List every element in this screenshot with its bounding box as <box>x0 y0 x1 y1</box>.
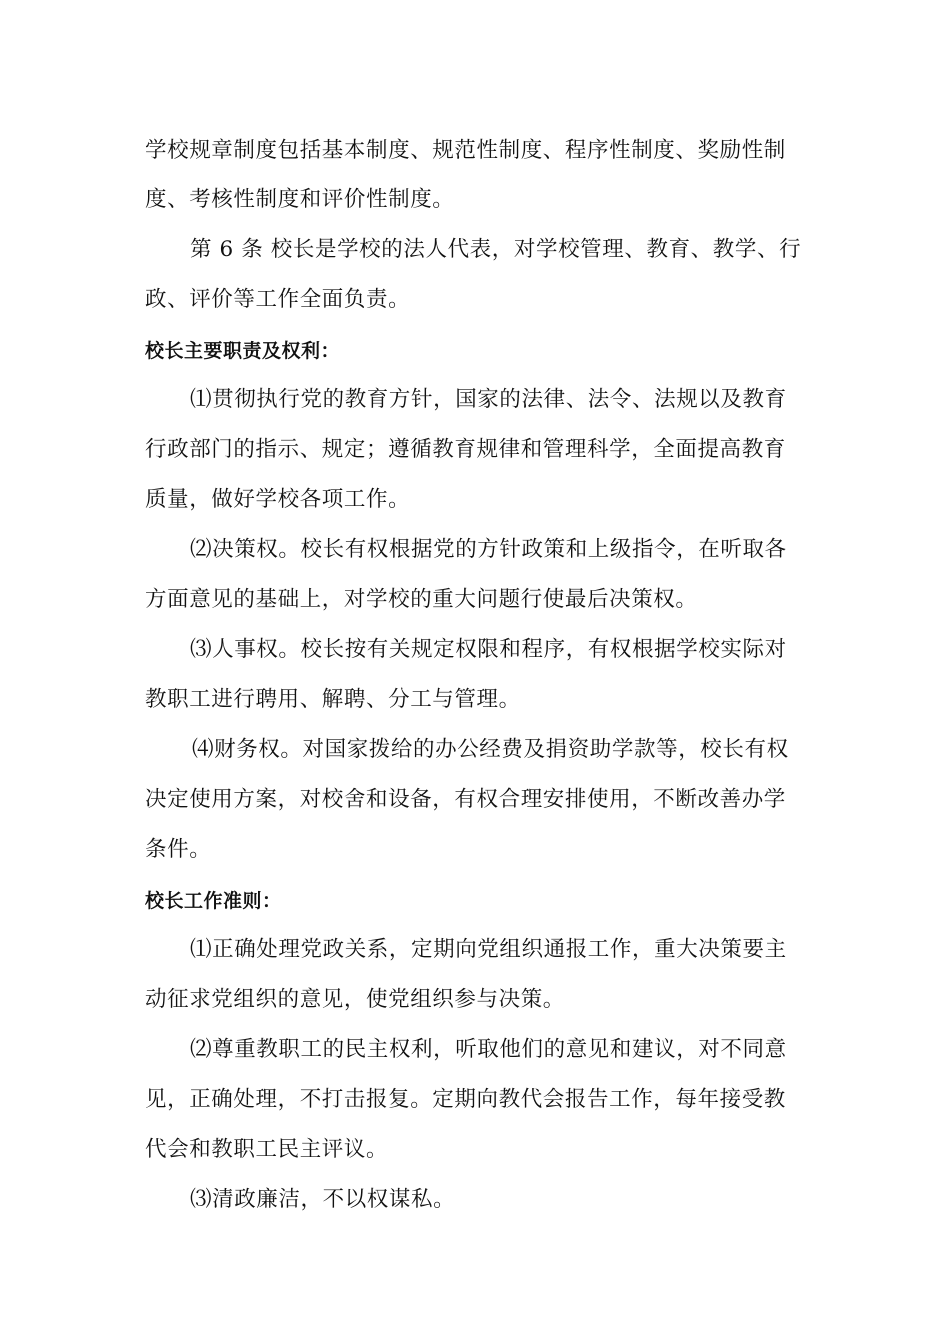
paragraph-line: 质量，做好学校各项工作。 <box>145 487 411 512</box>
paragraph-line: 教职工进行聘用、解聘、分工与管理。 <box>145 687 521 712</box>
section-heading-duties: 校长主要职责及权利： <box>145 340 341 362</box>
paragraph-line: 见，正确处理，不打击报复。定期向教代会报告工作，每年接受教 <box>145 1087 786 1112</box>
list-item-line: ⑴正确处理党政关系，定期向党组织通报工作，重大决策要主 <box>190 937 787 962</box>
article-6-line: 第 6 条 校长是学校的法人代表，对学校管理、教育、教学、行 <box>190 237 802 262</box>
paragraph-line: 政、评价等工作全面负责。 <box>145 287 411 312</box>
list-item-line: ⑶清政廉洁，不以权谋私。 <box>190 1187 456 1212</box>
paragraph-line: 度、考核性制度和评价性制度。 <box>145 187 455 212</box>
list-item-line: ⑵决策权。校长有权根据党的方针政策和上级指令，在听取各 <box>190 537 787 562</box>
list-item-line: ⑴贯彻执行党的教育方针，国家的法律、法令、法规以及教育 <box>190 387 787 412</box>
paragraph-line: 学校规章制度包括基本制度、规范性制度、程序性制度、奖励性制 <box>145 138 786 163</box>
paragraph-line: 代会和教职工民主评议。 <box>145 1137 389 1162</box>
list-item-line: ⑶人事权。校长按有关规定权限和程序，有权根据学校实际对 <box>190 637 787 662</box>
list-item-line: ⑷财务权。对国家拨给的办公经费及捐资助学款等，校长有权 <box>192 737 789 762</box>
section-heading-principles: 校长工作准则： <box>145 890 282 912</box>
list-item-line: ⑵尊重教职工的民主权利，听取他们的意见和建议，对不同意 <box>190 1037 787 1062</box>
paragraph-line: 决定使用方案，对校舍和设备，有权合理安排使用，不断改善办学 <box>145 787 786 812</box>
paragraph-line: 方面意见的基础上，对学校的重大问题行使最后决策权。 <box>145 587 698 612</box>
paragraph-line: 行政部门的指示、规定；遵循教育规律和管理科学，全面提高教育 <box>145 437 786 462</box>
paragraph-line: 动征求党组织的意见，使党组织参与决策。 <box>145 987 565 1012</box>
paragraph-line: 条件。 <box>145 837 212 862</box>
